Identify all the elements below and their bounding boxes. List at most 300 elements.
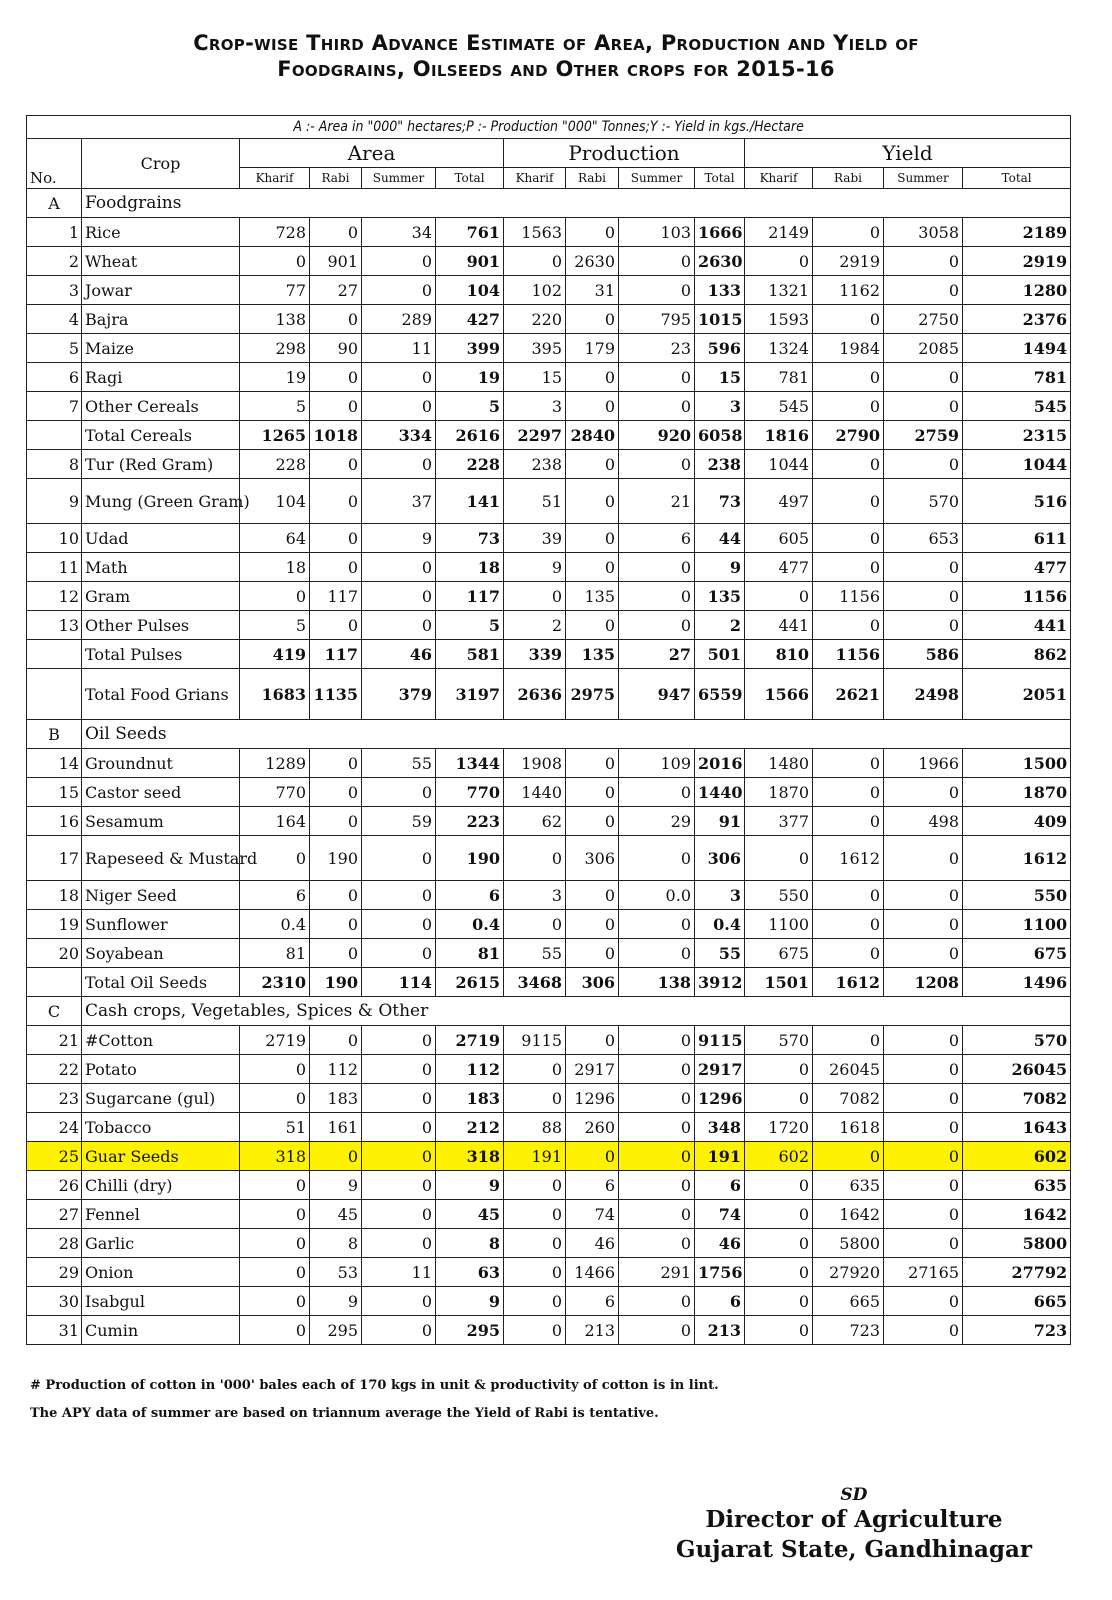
production-summer-cell: 0: [619, 611, 695, 640]
production-kharif-cell: 2636: [504, 669, 566, 720]
total-row: [27, 968, 1071, 997]
production-summer-cell: 0: [619, 553, 695, 582]
crop-name: Rice: [82, 218, 240, 247]
yield-summer-cell: 0: [884, 1084, 963, 1113]
crop-name: Total Pulses: [82, 640, 240, 669]
production-kharif-cell: 39: [504, 524, 566, 553]
crop-name: Total Oil Seeds: [82, 968, 240, 997]
area-total-cell: 0.4: [436, 910, 504, 939]
yield-kharif-cell: 0: [745, 1229, 813, 1258]
row-number: 26: [27, 1171, 82, 1200]
header-no-cell: [27, 139, 82, 168]
header-yield-total: Total: [963, 168, 1071, 189]
production-rabi-cell: 260: [566, 1113, 619, 1142]
yield-kharif-cell: 781: [745, 363, 813, 392]
area-kharif-cell: 0: [240, 1258, 310, 1287]
production-kharif-cell: 1440: [504, 778, 566, 807]
section-header-row: [27, 997, 1071, 1026]
production-kharif-cell: 238: [504, 450, 566, 479]
production-kharif-cell: 9: [504, 553, 566, 582]
area-kharif-cell: 1265: [240, 421, 310, 450]
area-summer-cell: 0: [362, 1171, 436, 1200]
area-rabi-cell: 0: [310, 553, 362, 582]
area-rabi-cell: 0: [310, 392, 362, 421]
area-kharif-cell: 5: [240, 392, 310, 421]
production-kharif-cell: 0: [504, 1171, 566, 1200]
production-rabi-cell: 0: [566, 1142, 619, 1171]
yield-total-cell: 516: [963, 479, 1071, 524]
production-summer-cell: 0: [619, 392, 695, 421]
yield-rabi-cell: 0: [813, 910, 884, 939]
area-total-cell: 19: [436, 363, 504, 392]
crop-row: [27, 836, 1071, 881]
yield-rabi-cell: 1984: [813, 334, 884, 363]
production-total-cell: 135: [695, 582, 745, 611]
crop-row: [27, 1113, 1071, 1142]
crop-name: Onion: [82, 1258, 240, 1287]
yield-rabi-cell: 0: [813, 450, 884, 479]
area-kharif-cell: 0: [240, 1171, 310, 1200]
production-rabi-cell: 0: [566, 611, 619, 640]
production-total-cell: 348: [695, 1113, 745, 1142]
production-kharif-cell: 0: [504, 1084, 566, 1113]
production-total-cell: 1756: [695, 1258, 745, 1287]
yield-summer-cell: 0: [884, 276, 963, 305]
yield-kharif-cell: 477: [745, 553, 813, 582]
footnote-summer: The APY data of summer are based on triannum average the Yield of Rabi is tentative.: [30, 1406, 659, 1421]
production-rabi-cell: 1466: [566, 1258, 619, 1287]
area-total-cell: 5: [436, 611, 504, 640]
area-kharif-cell: 51: [240, 1113, 310, 1142]
yield-rabi-cell: 0: [813, 218, 884, 247]
yield-kharif-cell: 0: [745, 1200, 813, 1229]
area-summer-cell: 11: [362, 1258, 436, 1287]
row-number: [27, 669, 82, 720]
header-production-rabi: Rabi: [566, 168, 619, 189]
header-area-kharif: Kharif: [240, 168, 310, 189]
area-kharif-cell: 2719: [240, 1026, 310, 1055]
area-kharif-cell: 0: [240, 836, 310, 881]
area-kharif-cell: 1289: [240, 749, 310, 778]
yield-summer-cell: 0: [884, 247, 963, 276]
area-total-cell: 761: [436, 218, 504, 247]
production-kharif-cell: 88: [504, 1113, 566, 1142]
production-total-cell: 1296: [695, 1084, 745, 1113]
area-total-cell: 183: [436, 1084, 504, 1113]
yield-total-cell: 1500: [963, 749, 1071, 778]
yield-total-cell: 1280: [963, 276, 1071, 305]
production-kharif-cell: 0: [504, 910, 566, 939]
crop-name: Rapeseed & Mustard: [82, 836, 240, 881]
yield-summer-cell: 2498: [884, 669, 963, 720]
yield-total-cell: 409: [963, 807, 1071, 836]
area-summer-cell: 0: [362, 363, 436, 392]
row-number: 11: [27, 553, 82, 582]
production-summer-cell: 0: [619, 1200, 695, 1229]
yield-summer-cell: 0: [884, 1316, 963, 1345]
yield-kharif-cell: 0: [745, 247, 813, 276]
area-rabi-cell: 45: [310, 1200, 362, 1229]
crop-name: Fennel: [82, 1200, 240, 1229]
production-rabi-cell: 135: [566, 582, 619, 611]
yield-rabi-cell: 0: [813, 363, 884, 392]
area-summer-cell: 0: [362, 1026, 436, 1055]
production-summer-cell: 947: [619, 669, 695, 720]
section-name: Foodgrains: [82, 189, 1071, 218]
area-summer-cell: 0: [362, 778, 436, 807]
row-number: 8: [27, 450, 82, 479]
yield-kharif-cell: 1100: [745, 910, 813, 939]
yield-summer-cell: 0: [884, 881, 963, 910]
area-summer-cell: 55: [362, 749, 436, 778]
crop-name: Castor seed: [82, 778, 240, 807]
area-summer-cell: 0: [362, 1287, 436, 1316]
production-kharif-cell: 0: [504, 247, 566, 276]
yield-summer-cell: 653: [884, 524, 963, 553]
row-number: 29: [27, 1258, 82, 1287]
area-rabi-cell: 190: [310, 968, 362, 997]
crop-row: [27, 1084, 1071, 1113]
header-yield-kharif: Kharif: [745, 168, 813, 189]
yield-summer-cell: 0: [884, 1171, 963, 1200]
production-kharif-cell: 9115: [504, 1026, 566, 1055]
area-summer-cell: 0: [362, 1142, 436, 1171]
production-rabi-cell: 306: [566, 836, 619, 881]
production-total-cell: 1440: [695, 778, 745, 807]
production-kharif-cell: 0: [504, 836, 566, 881]
row-number: 20: [27, 939, 82, 968]
production-total-cell: 9: [695, 553, 745, 582]
row-number: 19: [27, 910, 82, 939]
yield-total-cell: 7082: [963, 1084, 1071, 1113]
area-summer-cell: 0: [362, 392, 436, 421]
crop-row: [27, 247, 1071, 276]
production-rabi-cell: 1296: [566, 1084, 619, 1113]
yield-summer-cell: 0: [884, 1026, 963, 1055]
production-summer-cell: 920: [619, 421, 695, 450]
row-number: 24: [27, 1113, 82, 1142]
yield-total-cell: 862: [963, 640, 1071, 669]
production-rabi-cell: 0: [566, 553, 619, 582]
crop-row: [27, 939, 1071, 968]
yield-kharif-cell: 0: [745, 582, 813, 611]
production-summer-cell: 0: [619, 1084, 695, 1113]
area-total-cell: 81: [436, 939, 504, 968]
crop-name: Sesamum: [82, 807, 240, 836]
yield-summer-cell: 0: [884, 611, 963, 640]
production-kharif-cell: 395: [504, 334, 566, 363]
area-total-cell: 6: [436, 881, 504, 910]
area-kharif-cell: 5: [240, 611, 310, 640]
row-number: 14: [27, 749, 82, 778]
production-kharif-cell: 55: [504, 939, 566, 968]
production-kharif-cell: 3: [504, 881, 566, 910]
production-summer-cell: 0: [619, 1055, 695, 1084]
header-production-total: Total: [695, 168, 745, 189]
production-total-cell: 44: [695, 524, 745, 553]
area-rabi-cell: 27: [310, 276, 362, 305]
area-summer-cell: 0: [362, 1113, 436, 1142]
production-total-cell: 91: [695, 807, 745, 836]
production-total-cell: 238: [695, 450, 745, 479]
yield-kharif-cell: 570: [745, 1026, 813, 1055]
section-code: B: [27, 720, 82, 749]
production-total-cell: 3912: [695, 968, 745, 997]
area-summer-cell: 0: [362, 247, 436, 276]
crop-row: [27, 881, 1071, 910]
production-kharif-cell: 0: [504, 582, 566, 611]
production-rabi-cell: 0: [566, 910, 619, 939]
section-name: Oil Seeds: [82, 720, 1071, 749]
yield-rabi-cell: 26045: [813, 1055, 884, 1084]
crop-name: Garlic: [82, 1229, 240, 1258]
area-total-cell: 2719: [436, 1026, 504, 1055]
yield-total-cell: 665: [963, 1287, 1071, 1316]
yield-rabi-cell: 0: [813, 305, 884, 334]
crop-row: [27, 1316, 1071, 1345]
production-rabi-cell: 213: [566, 1316, 619, 1345]
yield-total-cell: 441: [963, 611, 1071, 640]
production-summer-cell: 0: [619, 1026, 695, 1055]
crop-row: [27, 334, 1071, 363]
section-code: A: [27, 189, 82, 218]
area-total-cell: 223: [436, 807, 504, 836]
production-total-cell: 1666: [695, 218, 745, 247]
area-kharif-cell: 164: [240, 807, 310, 836]
crop-row: [27, 524, 1071, 553]
production-total-cell: 596: [695, 334, 745, 363]
crop-name: Tobacco: [82, 1113, 240, 1142]
area-rabi-cell: 161: [310, 1113, 362, 1142]
header-yield-summer: Summer: [884, 168, 963, 189]
area-total-cell: 112: [436, 1055, 504, 1084]
header-production: Production: [504, 139, 745, 168]
area-summer-cell: 0: [362, 1200, 436, 1229]
header-row-groups: [27, 139, 1071, 168]
yield-rabi-cell: 1162: [813, 276, 884, 305]
yield-summer-cell: 2085: [884, 334, 963, 363]
area-total-cell: 190: [436, 836, 504, 881]
area-total-cell: 318: [436, 1142, 504, 1171]
header-area-summer: Summer: [362, 168, 436, 189]
production-kharif-cell: 1563: [504, 218, 566, 247]
production-rabi-cell: 2630: [566, 247, 619, 276]
area-summer-cell: 0: [362, 881, 436, 910]
production-rabi-cell: 306: [566, 968, 619, 997]
yield-kharif-cell: 605: [745, 524, 813, 553]
crop-name: Other Pulses: [82, 611, 240, 640]
yield-total-cell: 550: [963, 881, 1071, 910]
area-rabi-cell: 9: [310, 1287, 362, 1316]
area-rabi-cell: 112: [310, 1055, 362, 1084]
area-kharif-cell: 0: [240, 1084, 310, 1113]
yield-kharif-cell: 0: [745, 836, 813, 881]
yield-total-cell: 1643: [963, 1113, 1071, 1142]
production-kharif-cell: 0: [504, 1258, 566, 1287]
area-total-cell: 581: [436, 640, 504, 669]
crop-name: Sugarcane (gul): [82, 1084, 240, 1113]
yield-summer-cell: 0: [884, 450, 963, 479]
crop-name: #Cotton: [82, 1026, 240, 1055]
area-rabi-cell: 0: [310, 305, 362, 334]
area-summer-cell: 34: [362, 218, 436, 247]
production-total-cell: 6559: [695, 669, 745, 720]
area-rabi-cell: 0: [310, 910, 362, 939]
area-summer-cell: 46: [362, 640, 436, 669]
row-number: 25: [27, 1142, 82, 1171]
yield-kharif-cell: 0: [745, 1084, 813, 1113]
crop-row: [27, 1055, 1071, 1084]
crop-row: [27, 1200, 1071, 1229]
yield-total-cell: 1642: [963, 1200, 1071, 1229]
area-summer-cell: 0: [362, 910, 436, 939]
area-rabi-cell: 0: [310, 611, 362, 640]
production-total-cell: 133: [695, 276, 745, 305]
yield-summer-cell: 0: [884, 939, 963, 968]
yield-total-cell: 1494: [963, 334, 1071, 363]
crop-row: [27, 218, 1071, 247]
row-number: 10: [27, 524, 82, 553]
yield-kharif-cell: 2149: [745, 218, 813, 247]
crop-row: [27, 1026, 1071, 1055]
production-kharif-cell: 0: [504, 1229, 566, 1258]
production-rabi-cell: 0: [566, 939, 619, 968]
area-kharif-cell: 0: [240, 582, 310, 611]
production-summer-cell: 0: [619, 247, 695, 276]
yield-summer-cell: 0: [884, 392, 963, 421]
crop-name: Total Food Grians: [82, 669, 240, 720]
production-summer-cell: 0: [619, 363, 695, 392]
production-kharif-cell: 220: [504, 305, 566, 334]
yield-kharif-cell: 497: [745, 479, 813, 524]
yield-summer-cell: 0: [884, 910, 963, 939]
yield-kharif-cell: 0: [745, 1055, 813, 1084]
yield-rabi-cell: 1612: [813, 968, 884, 997]
area-total-cell: 9: [436, 1171, 504, 1200]
area-summer-cell: 0: [362, 1055, 436, 1084]
yield-total-cell: 545: [963, 392, 1071, 421]
production-summer-cell: 21: [619, 479, 695, 524]
production-rabi-cell: 0: [566, 218, 619, 247]
crop-row: [27, 1287, 1071, 1316]
yield-rabi-cell: 0: [813, 749, 884, 778]
production-kharif-cell: 3: [504, 392, 566, 421]
crop-name: Bajra: [82, 305, 240, 334]
row-number: 31: [27, 1316, 82, 1345]
production-total-cell: 213: [695, 1316, 745, 1345]
crop-name: Isabgul: [82, 1287, 240, 1316]
yield-kharif-cell: 1044: [745, 450, 813, 479]
production-summer-cell: 0: [619, 1142, 695, 1171]
area-total-cell: 5: [436, 392, 504, 421]
area-rabi-cell: 0: [310, 1142, 362, 1171]
production-rabi-cell: 46: [566, 1229, 619, 1258]
production-rabi-cell: 31: [566, 276, 619, 305]
area-total-cell: 3197: [436, 669, 504, 720]
crop-name: Mung (Green Gram): [82, 479, 240, 524]
section-header-row: [27, 189, 1071, 218]
production-rabi-cell: 2840: [566, 421, 619, 450]
area-total-cell: 2616: [436, 421, 504, 450]
crop-name: Soyabean: [82, 939, 240, 968]
area-summer-cell: 289: [362, 305, 436, 334]
row-number: [27, 640, 82, 669]
yield-summer-cell: 570: [884, 479, 963, 524]
yield-summer-cell: 0: [884, 553, 963, 582]
production-summer-cell: 0: [619, 1287, 695, 1316]
yield-total-cell: 26045: [963, 1055, 1071, 1084]
yield-rabi-cell: 0: [813, 392, 884, 421]
production-summer-cell: 0: [619, 450, 695, 479]
area-summer-cell: 0: [362, 939, 436, 968]
yield-rabi-cell: 27920: [813, 1258, 884, 1287]
crop-row: [27, 582, 1071, 611]
yield-kharif-cell: 810: [745, 640, 813, 669]
area-total-cell: 117: [436, 582, 504, 611]
area-summer-cell: 0: [362, 276, 436, 305]
yield-total-cell: 781: [963, 363, 1071, 392]
yield-rabi-cell: 7082: [813, 1084, 884, 1113]
row-number: 27: [27, 1200, 82, 1229]
area-rabi-cell: 183: [310, 1084, 362, 1113]
crop-name: Tur (Red Gram): [82, 450, 240, 479]
area-kharif-cell: 18: [240, 553, 310, 582]
production-kharif-cell: 339: [504, 640, 566, 669]
yield-rabi-cell: 1618: [813, 1113, 884, 1142]
row-number: 3: [27, 276, 82, 305]
area-total-cell: 2615: [436, 968, 504, 997]
production-rabi-cell: 6: [566, 1171, 619, 1200]
area-kharif-cell: 0: [240, 1200, 310, 1229]
crop-name: Chilli (dry): [82, 1171, 240, 1200]
production-total-cell: 2: [695, 611, 745, 640]
area-kharif-cell: 0: [240, 1287, 310, 1316]
title-line-2: Foodgrains, Oilseeds and Other crops for 2015-16: [277, 57, 835, 81]
row-number: 7: [27, 392, 82, 421]
section-header-row: [27, 720, 1071, 749]
yield-rabi-cell: 0: [813, 807, 884, 836]
row-number: 23: [27, 1084, 82, 1113]
area-rabi-cell: 0: [310, 1026, 362, 1055]
production-rabi-cell: 0: [566, 392, 619, 421]
crop-row: [27, 910, 1071, 939]
area-rabi-cell: 1135: [310, 669, 362, 720]
production-summer-cell: 0: [619, 276, 695, 305]
production-rabi-cell: 0: [566, 749, 619, 778]
yield-rabi-cell: 0: [813, 1142, 884, 1171]
apy-table: [26, 115, 1071, 1345]
yield-total-cell: 635: [963, 1171, 1071, 1200]
crop-row: [27, 450, 1071, 479]
yield-rabi-cell: 2790: [813, 421, 884, 450]
area-rabi-cell: 0: [310, 749, 362, 778]
area-kharif-cell: 104: [240, 479, 310, 524]
area-summer-cell: 9: [362, 524, 436, 553]
crop-name: Guar Seeds: [82, 1142, 240, 1171]
yield-total-cell: 1100: [963, 910, 1071, 939]
area-kharif-cell: 81: [240, 939, 310, 968]
area-total-cell: 104: [436, 276, 504, 305]
header-yield-rabi: Rabi: [813, 168, 884, 189]
yield-total-cell: 611: [963, 524, 1071, 553]
yield-kharif-cell: 1816: [745, 421, 813, 450]
production-total-cell: 74: [695, 1200, 745, 1229]
area-total-cell: 73: [436, 524, 504, 553]
production-rabi-cell: 74: [566, 1200, 619, 1229]
area-summer-cell: 0: [362, 1084, 436, 1113]
yield-rabi-cell: 0: [813, 553, 884, 582]
area-rabi-cell: 901: [310, 247, 362, 276]
